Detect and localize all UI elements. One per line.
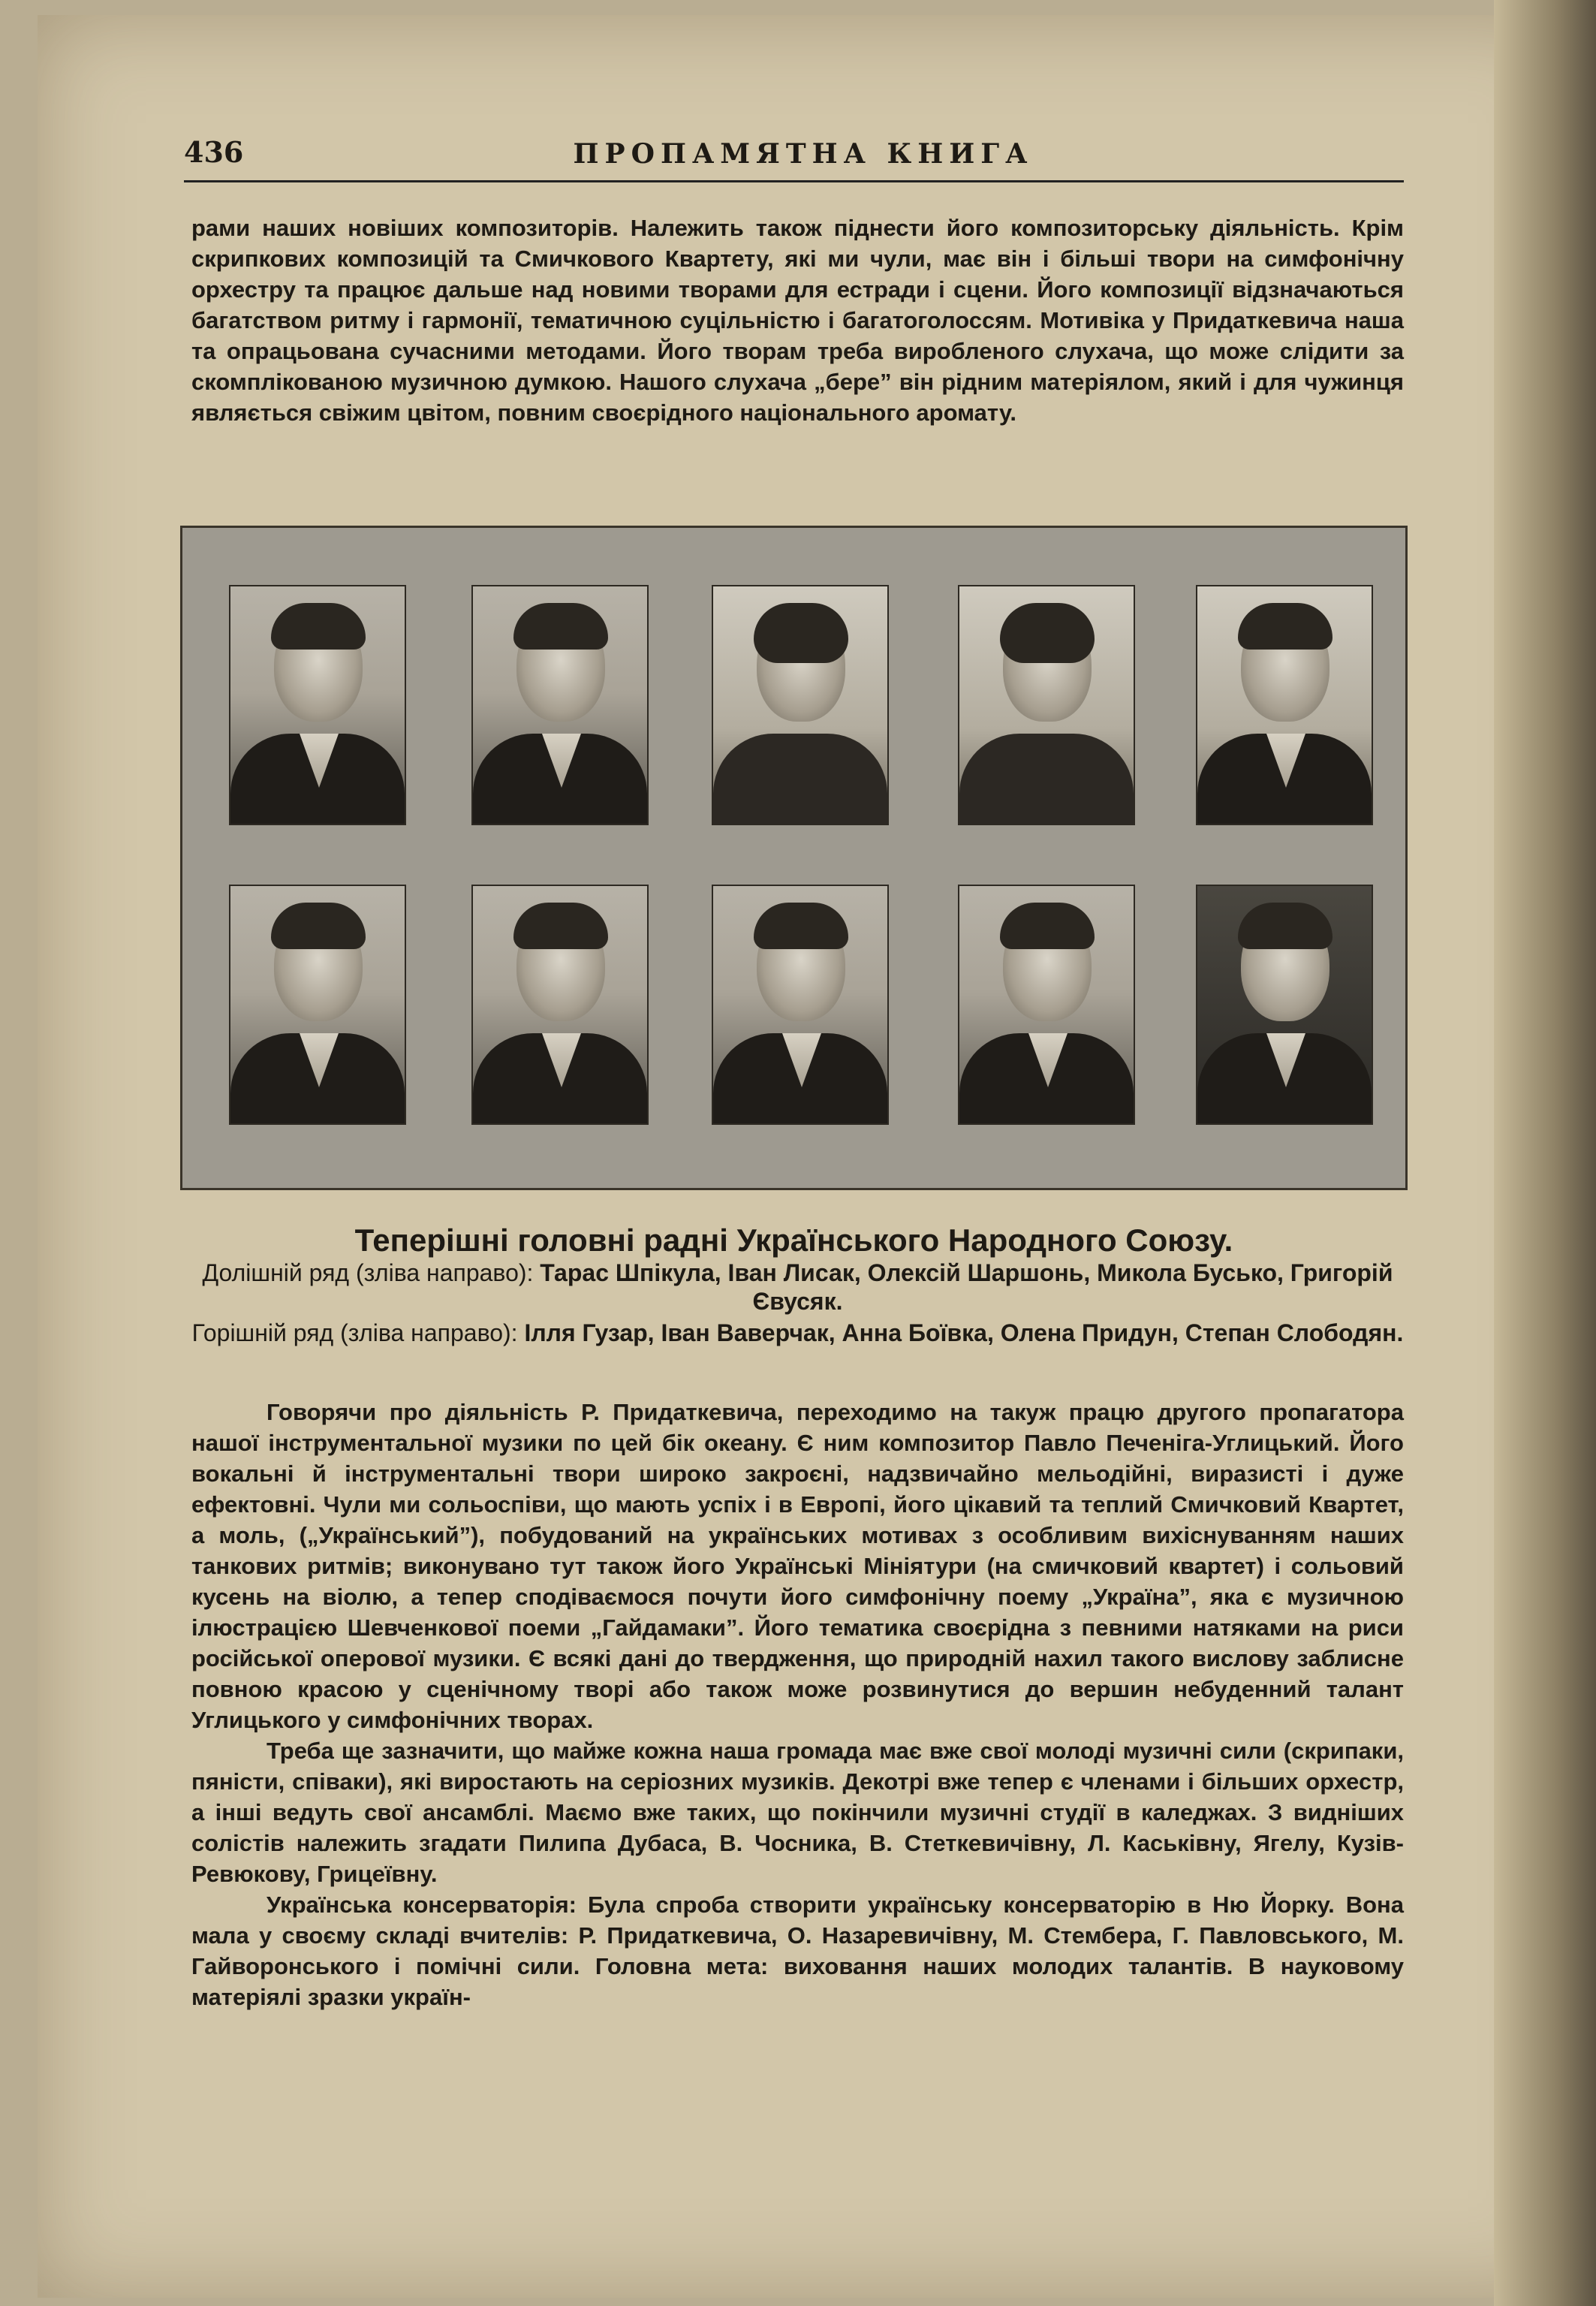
caption-upper-label: Горішній ряд (зліва направо): (191, 1319, 518, 1346)
running-title: ПРОПАМЯТНА КНИГА (573, 138, 1034, 170)
page-header (184, 135, 1423, 180)
caption-lower-label: Долішній ряд (зліва направо): (202, 1259, 534, 1286)
portrait-upper-3 (712, 585, 889, 825)
portrait-lower-2 (471, 885, 649, 1125)
body-paragraph-2: Треба ще зазначити, що майже кожна наша громада має вже свої молоді музичні сили (скрипаки, пяністи, співаки), які виростають на серіозних музиків. Декотрі вже тепер є членами і більших орхестр, а інші ведуть свої ансамблі. Маємо вже таких, що покінчили музичні студії в каледжах. З видніших солістів належить згадати Пилипа Дубаса, В. Чосника, В. Стеткевичівну, Л. Каськівну, Ягелу, Кузів-Ревюкову, Грицеївну. (191, 1738, 1404, 1887)
body-paragraph-3 (191, 1889, 1404, 2012)
portrait-lower-1 (229, 885, 406, 1125)
header-rule (184, 180, 1404, 182)
book-binding-shadow (1494, 0, 1596, 2306)
portrait-lower-4 (958, 885, 1135, 1125)
portrait-upper-5 (1196, 585, 1373, 825)
portrait-lower-3 (712, 885, 889, 1125)
caption-title: Теперішні головні радні Українського Народного Союзу. (354, 1222, 1233, 1258)
intro-paragraph: рами наших новіших композиторів. Належить також піднести його композиторську діяльність. Крім скрипкових композицій та Смичкового Квартету, які ми чули, має він і більші твори на симфонічну орхестру та працює дальше над новими творами для естради і сцени. Його композиції відзначаються багатством ритму і гармонії, тематичною суцільністю і багатоголоссям. Мотивіка у Придаткевича наша та опрацьована сучасними методами. Його творам треба виробленого слухача, що може слідити за скомплікованою музичною думкою. Нашого слухача „бере” він рідним матеріялом, який і для чужинця являється свіжим цвітом, повним своєрідного національного аромату. (191, 215, 1404, 426)
portrait-upper-2 (471, 585, 649, 825)
body-text (191, 1397, 1404, 2012)
caption-lower-names: Тарас Шпікула, Іван Лисак, Олексій Шаршонь, Микола Бусько, Григорій Євусяк. (540, 1259, 1393, 1315)
conservatory-text: Була спроба створити українську консерваторію в Ню Йорку. Вона мала у своєму складі вчителів: Р. Придаткевича, О. Назаревичівну, М. Стембера, Г. Павловського, М. Гайворонського і помічні сили. Головна мета: виховання наших молодих талантів. В науковому матеріялі зразки україн- (191, 1892, 1404, 2010)
caption-lower-row (191, 1259, 1404, 1316)
portrait-lower-5 (1196, 885, 1373, 1125)
portrait-panel (180, 526, 1408, 1190)
caption-upper-row (191, 1319, 1404, 1347)
portrait-upper-4 (958, 585, 1135, 825)
conservatory-heading: Українська консерваторія: (267, 1892, 577, 1918)
page-number: 436 (184, 135, 244, 169)
portrait-upper-1 (229, 585, 406, 825)
intro-text (191, 213, 1404, 428)
body-paragraph-1: Говорячи про діяльність Р. Придаткевича, переходимо на такуж працю другого пропагатора нашої інструментальної музики по цей бік океану. Є ним композитор Павло Печеніга-Углицький. Його вокальні й інструментальні твори широко закроєні, надзвичайно мельодійні, виразисті і дуже ефектовні. Чули ми сольоспіви, що мають успіх і в Европі, його цікавий та теплий Смичковий Квартет, а моль, („Український”), побудований на українських мотивах з особливим вихіснуванням наших танкових ритмів; виконувано тут також його Українські Мініятури (на смичковий квартет) і сольовий кусень на віолю, а тепер сподіваємося почути його симфонічну поему „Україна”, яка є музичною ілюстрацією Шевченкової поеми „Гайдамаки”. Його тематика своєрідна з певними натяками на риси російської оперової музики. Є всякі дані до твердження, що природній нахил такого вислову заблисне повною красою у сценічному творі або також може розвинутися до вершин небуденний талант Углицького у симфонічних творах. (191, 1399, 1404, 1733)
caption-upper-names: Ілля Гузар, Іван Ваверчак, Анна Боївка, Олена Придун, Степан Слободян. (524, 1319, 1404, 1346)
